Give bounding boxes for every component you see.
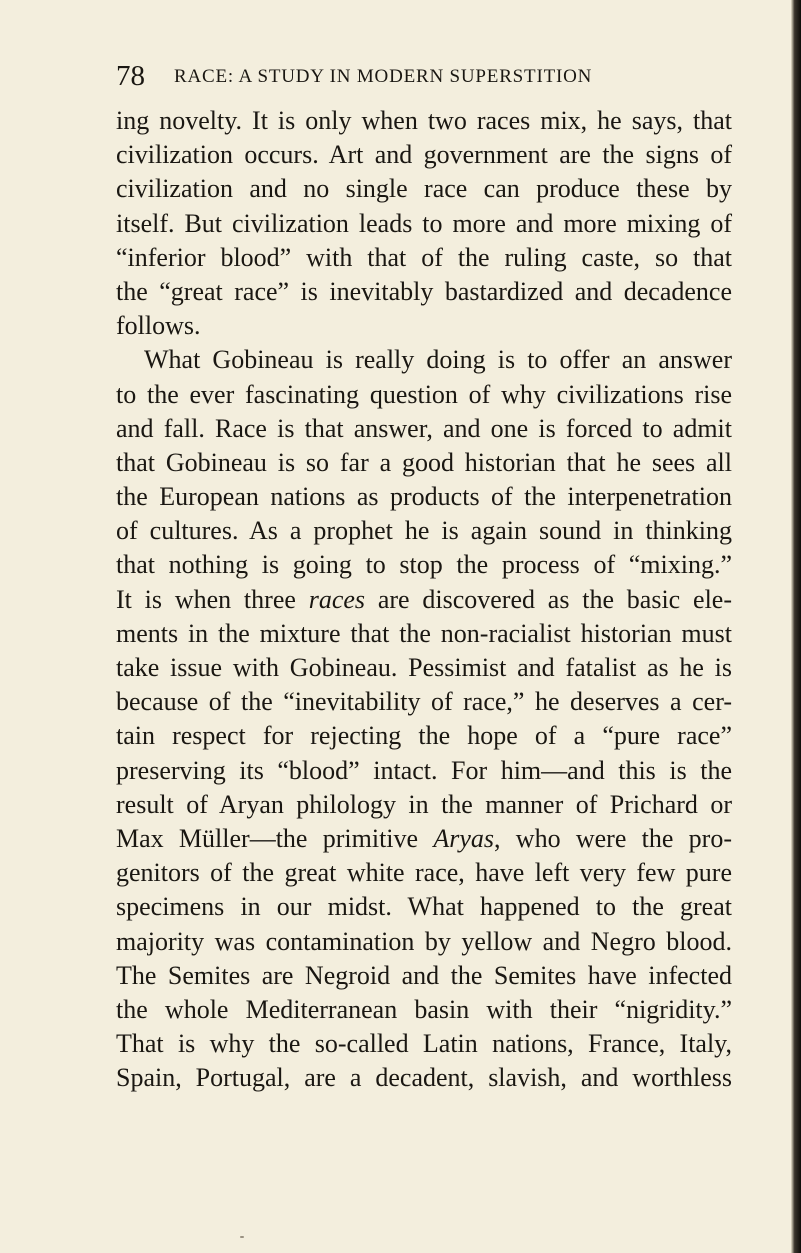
text-segment: Max Müller—the primitive [116,823,434,853]
text-line: take issue with Gobineau. Pessimist and fatalist as he is [116,653,732,682]
text-line: result of Aryan philology in the manner of Prichard or [116,789,732,819]
text-line: The Semites are Negroid and the Semites have infected [116,960,732,990]
text-line: specimens in our midst. What happened to the great [116,892,732,922]
text-line: genitors of the great white race, have left very few pure [116,858,732,888]
text-line: and fall. Race is that answer, and one is forced to admit [116,413,732,443]
text-line: ing novelty. It is only when two races mix, he says, that [116,106,732,135]
italic-word: races [308,584,366,614]
text-segment: It is when three [116,584,309,614]
text-line: “inferior blood” with that of the ruling caste, so that [116,242,732,272]
text-line: to the ever fascinating question of why civilizations rise [116,379,732,409]
text-line: majority was contamination by yellow and Negro blood. [116,926,732,956]
text-line: Spain, Portugal, are a decadent, slavish, and worthless [116,1063,732,1093]
page-number: 78 [116,60,145,92]
page-edge-shadow [791,0,801,1253]
text-line: civilization occurs. Art and government are the signs of [116,140,732,170]
text-line: preserving its “blood” intact. For him—and this is the [116,755,732,785]
text-line: the whole Mediterranean basin with their “nigridity.” [116,994,732,1024]
text-line: because of the “inevitability of race,” he deserves a cer- [116,687,732,717]
paragraph-start-line: What Gobineau is really doing is to offer an answer [144,345,732,375]
text-line: follows. [116,311,201,341]
italic-word: Aryas [433,823,495,853]
text-line: That is why the so-called Latin nations, France, Italy, [116,1029,732,1059]
text-line: the “great race” is inevitably bastardized and decadence [116,276,732,306]
body-text [116,104,732,1095]
text-segment: , who were the pro- [494,823,732,853]
text-line: itself. But civilization leads to more and more mixing of [116,208,732,238]
text-line: ments in the mixture that the non-racialist historian must [116,618,732,648]
text-segment: are discovered as the basic ele- [365,584,732,614]
running-head: RACE: A STUDY IN MODERN SUPERSTITION [174,66,593,87]
text-line: of cultures. As a prophet he is again sound in thinking [116,516,732,546]
text-line: civilization and no single race can produce these by [116,174,732,204]
text-line: the European nations as products of the interpenetration [116,482,732,512]
paper-speck [240,1236,244,1238]
text-line: that nothing is going to stop the process of “mixing.” [116,550,732,580]
text-line: tain respect for rejecting the hope of a “pure race” [116,721,732,751]
text-line: that Gobineau is so far a good historian that he sees all [116,447,732,477]
page-header [116,58,676,94]
text-line [116,583,732,617]
text-line [116,822,732,856]
